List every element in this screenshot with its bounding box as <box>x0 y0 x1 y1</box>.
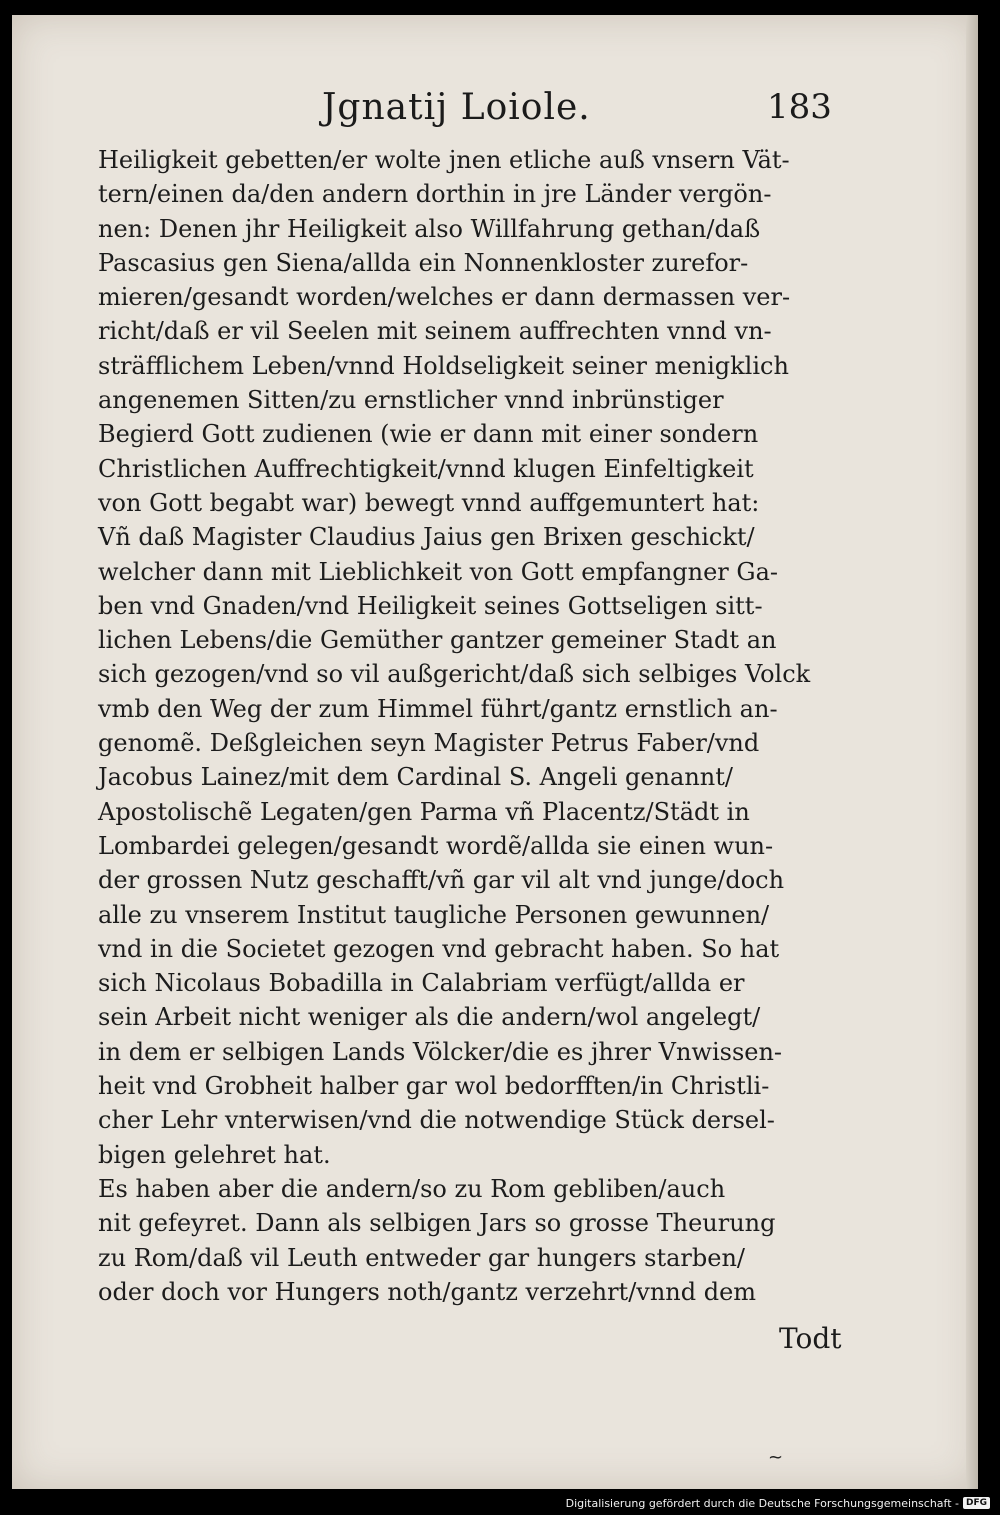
text-line: der grossen Nutz geschafft/vñ gar vil alt vnd junge/doch <box>98 866 785 895</box>
text-line: Lombardei gelegen/gesandt wordẽ/allda sie einen wun- <box>98 831 774 860</box>
text-line: bigen gelehret hat. <box>98 1140 331 1169</box>
body-text <box>98 143 863 1309</box>
text-line: heit vnd Grobheit halber gar wol bedorfften/in Christli- <box>98 1072 770 1101</box>
text-line: vnd in die Societet gezogen vnd gebracht haben. So hat <box>98 934 780 963</box>
book-page <box>12 15 978 1489</box>
text-line: nit gefeyret. Dann als selbigen Jars so grosse Theurung <box>98 1209 776 1238</box>
text-line: genomẽ. Deßgleichen seyn Magister Petrus Faber/vnd <box>98 729 760 758</box>
text-line: sein Arbeit nicht weniger als die andern/wol angelegt/ <box>98 1003 761 1032</box>
text-line: alle zu vnserem Institut taugliche Personen gewunnen/ <box>98 900 770 929</box>
page-number: 183 <box>767 87 832 127</box>
catchword: Todt <box>779 1322 842 1355</box>
text-line: Pascasius gen Siena/allda ein Nonnenkloster zurefor- <box>98 248 749 277</box>
digitization-footer <box>566 1494 990 1512</box>
text-line: sich gezogen/vnd so vil außgericht/daß sich selbiges Volck <box>98 660 811 689</box>
text-line: zu Rom/daß vil Leuth entweder gar hungers starben/ <box>98 1243 745 1272</box>
funding-notice: Digitalisierung gefördert durch die Deutsche Forschungsgemeinschaft - <box>565 1496 959 1510</box>
text-line: angenemen Sitten/zu ernstlicher vnnd inbrünstiger <box>98 386 724 415</box>
text-line: in dem er selbigen Lands Völcker/die es jhrer Vnwissen- <box>98 1037 783 1066</box>
text-line: oder doch vor Hungers noth/gantz verzehrt/vnnd dem <box>98 1277 757 1306</box>
dfg-logo-icon: DFG <box>963 1497 990 1509</box>
text-line: tern/einen da/den andern dorthin in jre Länder vergön- <box>98 180 772 209</box>
running-head: Jgnatij Loiole. <box>322 87 591 128</box>
text-line: cher Lehr vnterwisen/vnd die notwendige Stück dersel- <box>98 1106 775 1135</box>
text-line: nen: Denen jhr Heiligkeit also Willfahrung gethan/daß <box>98 214 761 243</box>
text-line: sich Nicolaus Bobadilla in Calabriam verfügt/allda er <box>98 969 745 998</box>
text-line: Begierd Gott zudienen (wie er dann mit einer sondern <box>98 420 759 449</box>
signature-mark: ~ <box>768 1447 784 1468</box>
text-line: vmb den Weg der zum Himmel führt/gantz ernstlich an- <box>98 694 778 723</box>
text-line: Jacobus Lainez/mit dem Cardinal S. Angeli genannt/ <box>98 763 733 792</box>
text-line: mieren/gesandt worden/welches er dann dermassen ver- <box>98 283 791 312</box>
text-line: Es haben aber die andern/so zu Rom gebliben/auch <box>98 1174 726 1203</box>
text-line: Heiligkeit gebetten/er wolte jnen etliche auß vnsern Vät- <box>98 146 790 174</box>
text-line: Vñ daß Magister Claudius Jaius gen Brixen geschickt/ <box>98 523 755 552</box>
text-line: sträfflichem Leben/vnnd Holdseligkeit seiner menigklich <box>98 351 789 380</box>
text-line: von Gott begabt war) bewegt vnnd auffgemuntert hat: <box>98 488 760 517</box>
text-line: welcher dann mit Lieblichkeit von Gott empfangner Ga- <box>98 557 778 586</box>
text-line: richt/daß er vil Seelen mit seinem auffrechten vnnd vn- <box>98 317 772 346</box>
text-line: Apostolischẽ Legaten/gen Parma vñ Placentz/Städt in <box>98 797 750 826</box>
text-line: lichen Lebens/die Gemüther gantzer gemeiner Stadt an <box>98 626 777 655</box>
text-line: Christlichen Auffrechtigkeit/vnnd klugen Einfeltigkeit <box>98 454 754 483</box>
text-line: ben vnd Gnaden/vnd Heiligkeit seines Gottseligen sitt- <box>98 591 763 620</box>
